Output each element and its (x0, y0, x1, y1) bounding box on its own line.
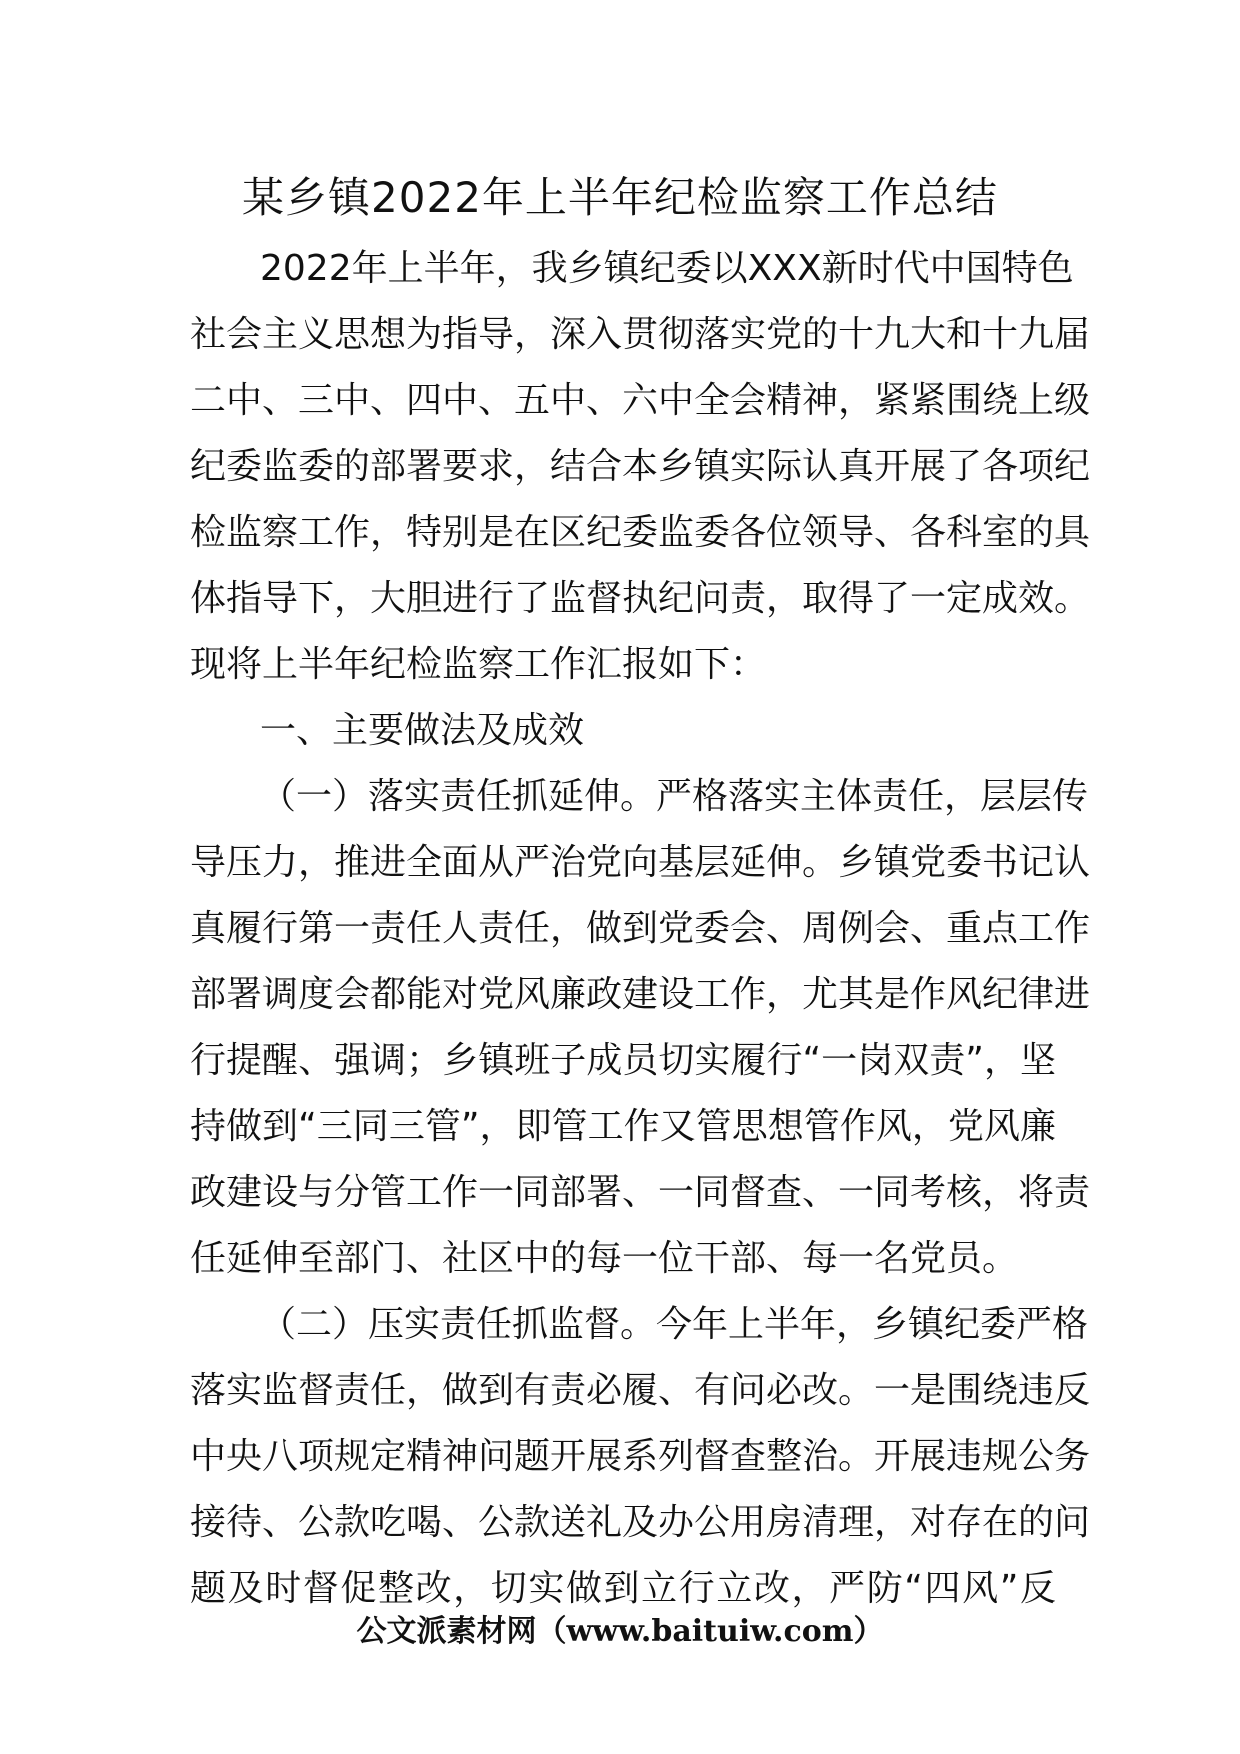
paragraph-line: 接待、公款吃喝、公款送礼及办公用房清理，对存在的问 (190, 1502, 1091, 1543)
document-title: 某乡镇2022年上半年纪检监察工作总结 (242, 173, 998, 222)
section-heading: 一、主要做法及成效 (260, 710, 585, 751)
paragraph-line: 导压力，推进全面从严治党向基层延伸。乡镇党委书记认 (190, 842, 1091, 883)
paragraph-line: 任延伸至部门、社区中的每一位干部、每一名党员。 (190, 1238, 1019, 1279)
paragraph-line: （二）压实责任抓监督。今年上半年，乡镇纪委严格 (260, 1304, 1089, 1345)
intro-line: 纪委监委的部署要求，结合本乡镇实际认真开展了各项纪 (190, 446, 1091, 487)
paragraph-line: 政建设与分管工作一同部署、一同督查、一同考核，将责 (190, 1172, 1091, 1213)
footer-watermark: 公文派素材网（www.baituiw.com） (356, 1614, 884, 1649)
paragraph-line: （一）落实责任抓延伸。严格落实主体责任，层层传 (260, 776, 1089, 817)
document-body (190, 236, 1091, 1622)
intro-line: 社会主义思想为指导，深入贯彻落实党的十九大和十九届 (190, 314, 1091, 355)
intro-line: 体指导下，大胆进行了监督执纪问责，取得了一定成效。 (190, 578, 1091, 619)
paragraph-line: 持做到“三同三管”，即管工作又管思想管作风，党风廉 (190, 1106, 1056, 1147)
paragraph-line: 落实监督责任，做到有责必履、有问必改。一是围绕违反 (190, 1370, 1091, 1411)
paragraph-line: 行提醒、强调；乡镇班子成员切实履行“一岗双责”，坚 (190, 1040, 1056, 1081)
paragraph-line: 题及时督促整改，切实做到立行立改，严防“四风”反 (190, 1568, 1056, 1609)
paragraph-line: 真履行第一责任人责任，做到党委会、周例会、重点工作 (190, 908, 1091, 949)
intro-line: 检监察工作，特别是在区纪委监委各位领导、各科室的具 (190, 512, 1091, 553)
intro-line: 二中、三中、四中、五中、六中全会精神，紧紧围绕上级 (190, 380, 1091, 421)
paragraph-line: 部署调度会都能对党风廉政建设工作，尤其是作风纪律进 (190, 974, 1091, 1015)
intro-line: 2022年上半年，我乡镇纪委以XXX新时代中国特色 (260, 248, 1074, 289)
intro-line: 现将上半年纪检监察工作汇报如下： (190, 644, 767, 685)
paragraph-line: 中央八项规定精神问题开展系列督查整治。开展违规公务 (190, 1436, 1091, 1477)
